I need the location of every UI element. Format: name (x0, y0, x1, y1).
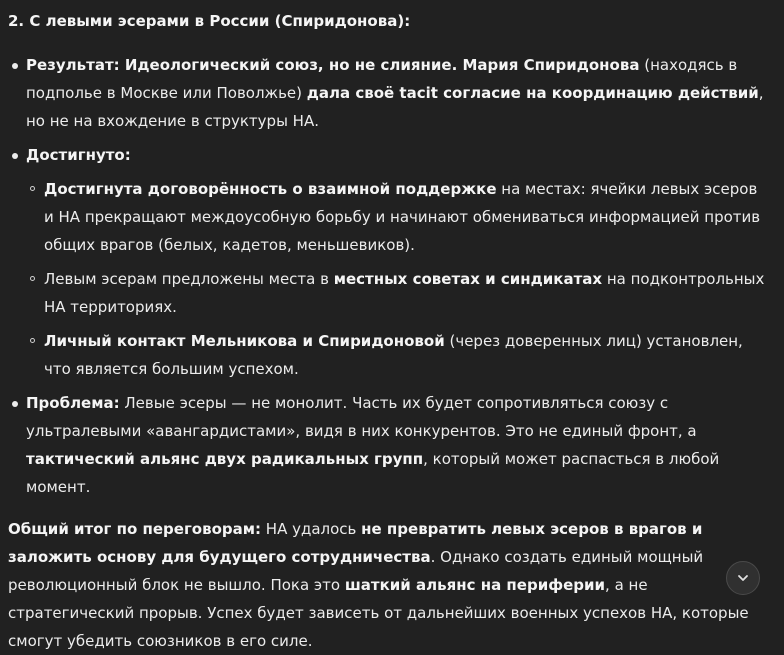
sublist-item (26, 327, 768, 383)
sub-item-emphasis: Личный контакт Мельникова и Спиридоновой (44, 332, 445, 350)
summary-label: Общий итог по переговорам: (8, 520, 262, 538)
achieved-sublist (26, 175, 768, 383)
list-item-achieved (8, 141, 768, 383)
section-heading (8, 7, 768, 35)
result-lead: Результат: Идеологический союз, но не слияние. Мария Спиридонова (26, 56, 640, 74)
list-item-result (8, 51, 768, 135)
scroll-to-bottom-button[interactable] (726, 561, 760, 595)
list-item-problem (8, 389, 768, 501)
result-text: (находясь в подполье в Москве или Поволжье) (26, 56, 738, 102)
summary-emphasis: не превратить левых эсеров в врагов и заложить основу для будущего сотрудничества (8, 520, 703, 566)
achieved-label: Достигнуто: (26, 146, 131, 164)
summary-text: . Однако создать единый мощный революционный блок не вышло. Пока это (8, 548, 704, 594)
sub-item-emphasis: местных советах и синдикатах (333, 270, 603, 288)
problem-emphasis: тактический альянс двух радикальных групп (26, 450, 424, 468)
section-heading-text: 2. С левыми эсерами в России (Спиридонова): (8, 12, 411, 30)
summary-text: НА удалось (261, 520, 362, 538)
sub-item-text-tail: на подконтрольных НА территориях. (44, 270, 765, 316)
problem-label: Проблема: (26, 394, 120, 412)
result-emphasis: дала своё tacit согласие на координацию действий (306, 84, 759, 102)
problem-tail: , который может распасться в любой момент. (26, 450, 720, 496)
sub-item-text: (через доверенных лиц) установлен, что является большим успехом. (44, 332, 743, 378)
result-tail: , но не на вхождение в структуры НА. (26, 84, 764, 130)
bullet-list (8, 51, 768, 501)
sub-item-emphasis: Достигнута договорённость о взаимной поддержке (44, 180, 497, 198)
summary-paragraph (8, 515, 768, 655)
problem-text: Левые эсеры — не монолит. Часть их будет сопротивляться союзу с ультралевыми «авангардистами», видя в них конкурентов. Это не единый фронт, а (26, 394, 697, 440)
message-content (8, 7, 768, 655)
sublist-item (26, 265, 768, 321)
chevron-down-icon (736, 571, 750, 585)
summary-text: , а не стратегический прорыв. Успех будет зависеть от дальнейших военных успехов НА, которые смогут убедить союзников в его силе. (8, 576, 749, 650)
sub-item-text: Левым эсерам предложены места в (44, 270, 334, 288)
sublist-item (26, 175, 768, 259)
summary-emphasis: шаткий альянс на периферии (344, 576, 606, 594)
sub-item-text: на местах: ячейки левых эсеров и НА прекращают междоусобную борьбу и начинают обмениваться информацией против общих врагов (белых, кадетов, меньшевиков). (44, 180, 761, 254)
